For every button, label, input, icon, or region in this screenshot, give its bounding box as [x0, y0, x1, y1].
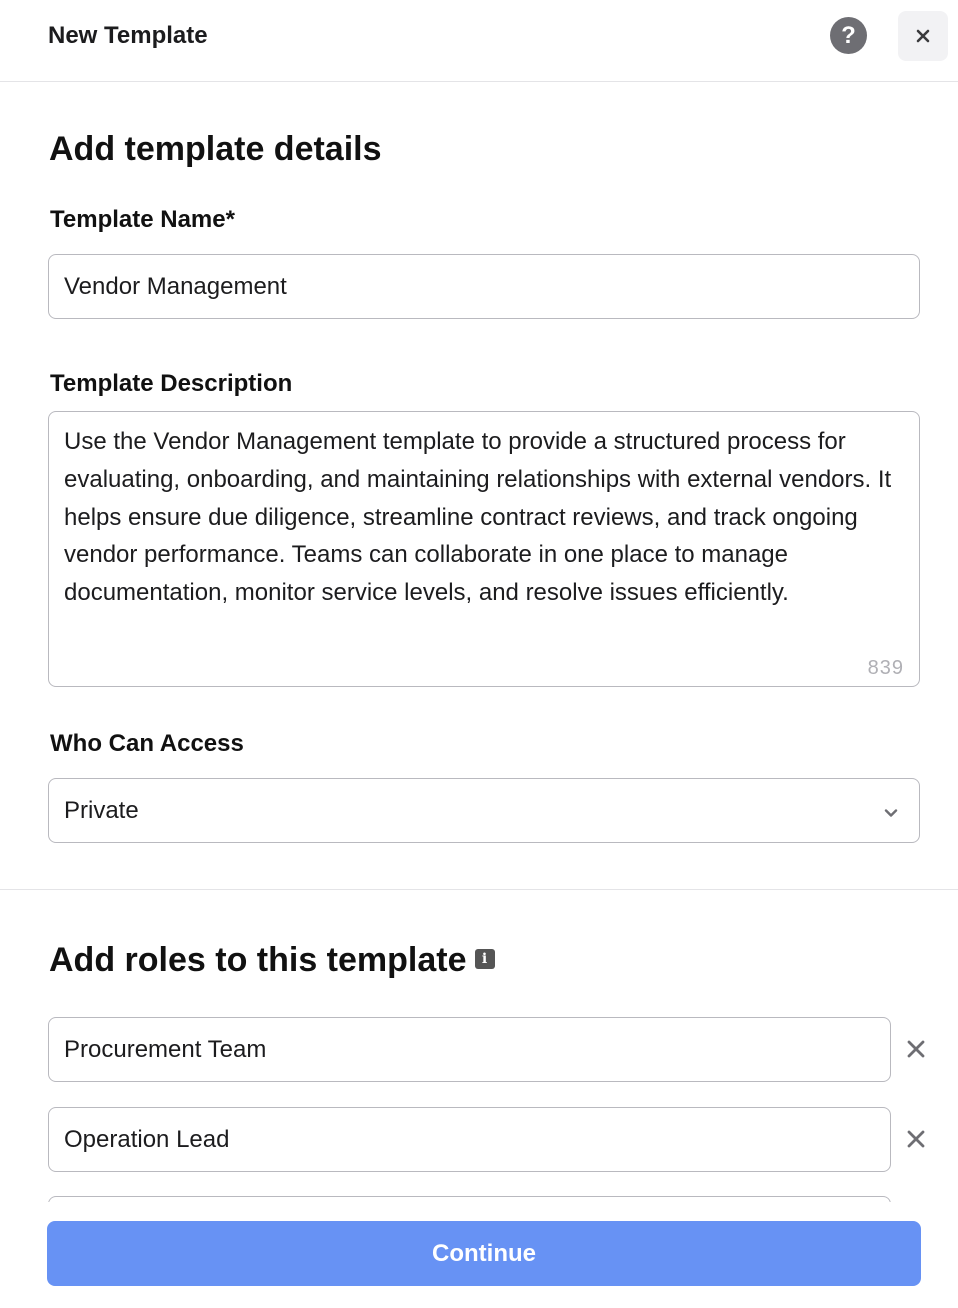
close-icon	[907, 1130, 925, 1148]
roles-section-title-text: Add roles to this template	[49, 941, 467, 979]
roles-section-title	[49, 940, 495, 980]
remove-role-1-button[interactable]	[903, 1036, 929, 1062]
template-description-text: Use the Vendor Management template to provide a structured process for evaluating, onboarding, and maintaining relationships with external vendors. It helps ensure due diligence, streamline contract reviews, and track ongoing vendor performance. Teams can collaborate in one place to manage documentation, monitor service levels, and resolve issues efficiently.	[64, 428, 892, 607]
help-button[interactable]	[830, 17, 867, 54]
close-icon	[907, 1040, 925, 1058]
close-icon	[916, 29, 930, 43]
modal-title: New Template	[48, 22, 208, 49]
question-circle-icon: ?	[841, 21, 856, 49]
section-divider	[0, 889, 958, 890]
info-icon[interactable]: i	[475, 949, 495, 969]
access-select[interactable]	[48, 778, 920, 843]
template-name-label: Template Name*	[50, 206, 235, 233]
access-label: Who Can Access	[50, 730, 244, 757]
chevron-down-icon	[883, 805, 899, 821]
continue-button[interactable]: Continue	[47, 1221, 921, 1286]
remove-role-2-button[interactable]	[903, 1126, 929, 1152]
template-description-label: Template Description	[50, 370, 293, 397]
role-input-1[interactable]: Procurement Team	[48, 1017, 891, 1082]
modal-header	[0, 0, 958, 82]
template-name-input[interactable]: Vendor Management	[48, 254, 920, 319]
close-button[interactable]	[898, 11, 948, 61]
character-count: 839	[867, 657, 904, 679]
access-selected-value: Private	[64, 797, 139, 824]
details-section-title: Add template details	[49, 130, 382, 168]
role-input-2[interactable]: Operation Lead	[48, 1107, 891, 1172]
template-description-textarea[interactable]	[48, 411, 920, 687]
